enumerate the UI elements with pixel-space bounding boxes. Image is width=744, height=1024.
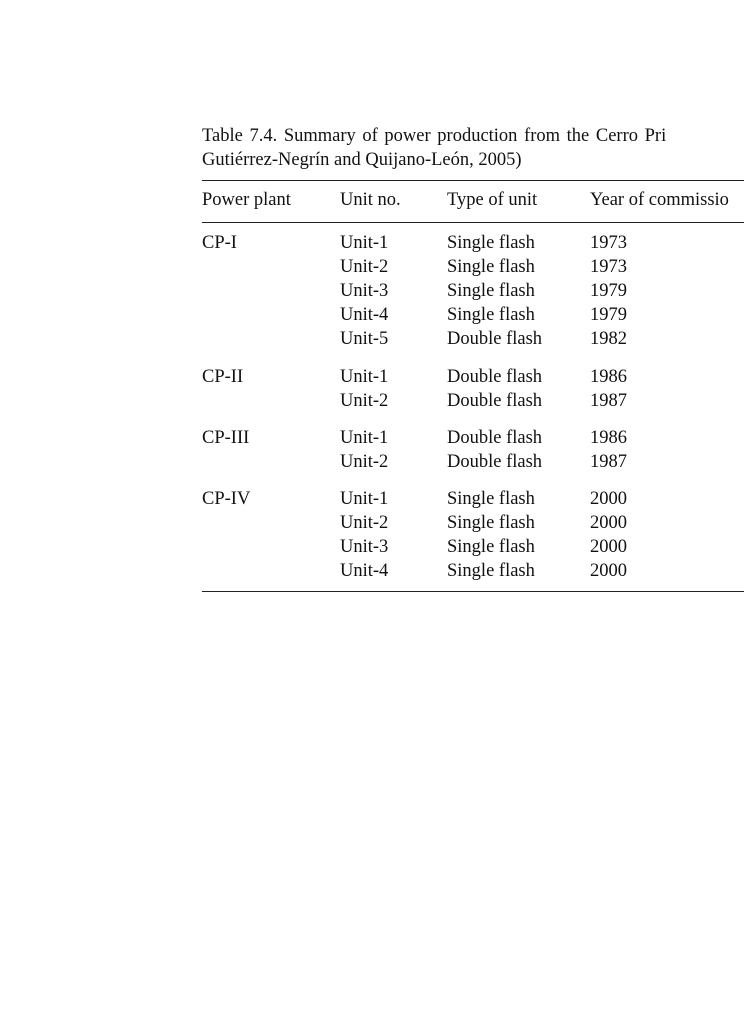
cell-unit-no: Unit-3	[340, 281, 389, 301]
cell-unit-no: Unit-5	[340, 329, 389, 349]
cell-year: 1973	[590, 233, 627, 253]
cell-type-of-unit: Double flash	[447, 329, 543, 349]
cell-year: 1987	[590, 391, 627, 411]
cell-power-plant: CP-IV	[202, 489, 251, 509]
cell-unit-no: Unit-4	[340, 305, 389, 325]
cell-unit-no: Unit-1	[340, 233, 389, 253]
cell-year: 1987	[590, 452, 627, 472]
cell-power-plant: CP-II	[202, 367, 244, 387]
cell-type-of-unit: Single flash	[447, 489, 535, 509]
cell-type-of-unit: Single flash	[447, 281, 535, 301]
header-unit-no: Unit no.	[340, 190, 401, 210]
cell-type-of-unit: Double flash	[447, 391, 543, 411]
table-header-rule	[202, 222, 744, 223]
table-bottom-rule	[202, 591, 744, 592]
cell-year: 2000	[590, 561, 627, 581]
cell-power-plant: CP-I	[202, 233, 237, 253]
cell-unit-no: Unit-2	[340, 452, 389, 472]
cell-type-of-unit: Single flash	[447, 305, 535, 325]
cell-unit-no: Unit-2	[340, 391, 389, 411]
cell-year: 2000	[590, 513, 627, 533]
cell-unit-no: Unit-4	[340, 561, 389, 581]
cell-year: 1986	[590, 428, 627, 448]
table-top-rule	[202, 180, 744, 181]
cell-unit-no: Unit-1	[340, 489, 389, 509]
cell-type-of-unit: Double flash	[447, 428, 543, 448]
cell-year: 1973	[590, 257, 627, 277]
caption-line-2: Gutiérrez-Negrín and Quijano-León, 2005)	[202, 150, 522, 170]
cell-year: 2000	[590, 489, 627, 509]
cell-power-plant: CP-III	[202, 428, 250, 448]
table-caption	[202, 124, 744, 172]
cell-unit-no: Unit-2	[340, 513, 389, 533]
cell-type-of-unit: Double flash	[447, 367, 543, 387]
cell-year: 1986	[590, 367, 627, 387]
cell-year: 1979	[590, 305, 627, 325]
cell-type-of-unit: Double flash	[447, 452, 543, 472]
header-year-of-commissioning: Year of commissio	[590, 190, 729, 210]
cell-unit-no: Unit-1	[340, 367, 389, 387]
cell-unit-no: Unit-3	[340, 537, 389, 557]
cell-type-of-unit: Single flash	[447, 257, 535, 277]
cell-type-of-unit: Single flash	[447, 561, 535, 581]
caption-line-1: Table 7.4. Summary of power production from the Cerro Pri	[202, 126, 667, 146]
cell-type-of-unit: Single flash	[447, 233, 535, 253]
cell-type-of-unit: Single flash	[447, 537, 535, 557]
cell-type-of-unit: Single flash	[447, 513, 535, 533]
cell-year: 1982	[590, 329, 627, 349]
cell-unit-no: Unit-2	[340, 257, 389, 277]
header-type-of-unit: Type of unit	[447, 190, 538, 210]
header-power-plant: Power plant	[202, 190, 291, 210]
cell-year: 1979	[590, 281, 627, 301]
cell-unit-no: Unit-1	[340, 428, 389, 448]
cell-year: 2000	[590, 537, 627, 557]
